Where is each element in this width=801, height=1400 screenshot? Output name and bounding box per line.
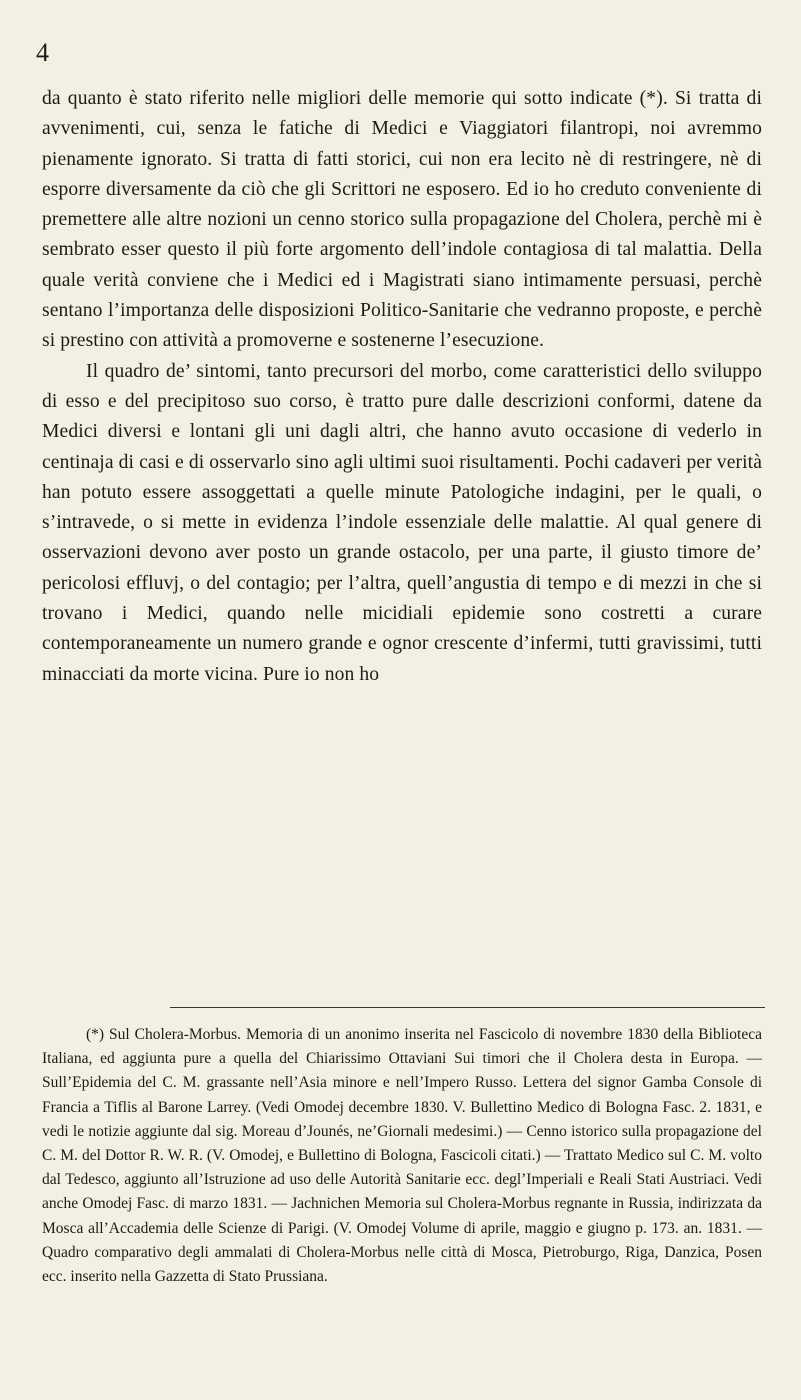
page-number: 4	[36, 38, 49, 67]
footnote-divider	[170, 1007, 765, 1008]
footnote: (*) Sul Cholera-Morbus. Memoria di un anonimo inserita nel Fascicolo di novembre 1830 della Biblioteca Italiana, ed aggiunta pure a quella del Chiarissimo Ottaviani Sui timori che il Cholera desta in Europa. — Sull’Epidemia del C. M. grassante nell’Asia minore e nell’Impero Russo. Lettera del signor Gamba Console di Francia a Tiflis al Barone Larrey. (Vedi Omodej decembre 1830. V. Bullettino Medico di Bologna Fasc. 2. 1831, e vedi le notizie aggiunte dal sig. Moreau d’Jounés, ne’Giornali medesimi.) — Cenno istorico sulla propagazione del C. M. del Dottor R. W. R. (V. Omodej, e Bullettino di Bologna, Fascicoli citati.) — Trattato Medico sul C. M. volto dal Tedesco, aggiunto all’Istruzione ad uso delle Autorità Sanitarie ecc. degl’Imperiali e Reali Stati Austriaci. Vedi anche Omodej Fasc. di marzo 1831. — Jachnichen Memoria sul Cholera-Morbus regnante in Russia, indirizzata da Mosca all’Accademia delle Scienze di Parigi. (V. Omodej Volume di aprile, maggio e giugno p. 173. an. 1831. — Quadro comparativo degli ammalati di Cholera-Morbus nelle città di Mosca, Pietroburgo, Riga, Danzica, Posen ecc. inserito nella Gazzetta di Stato Prussiana.	[42, 1026, 762, 1286]
paragraph: da quanto è stato riferito nelle migliori delle memorie qui sotto indicate (*). Si tratta di avvenimenti, cui, senza le fatiche di Medici e Viaggiatori filantropi, noi avremmo pienamente ignorato. Si tratta di fatti storici, cui non era lecito nè di restringere, nè di esporre diversamente da ciò che gli Scrittori ne esposero. Ed io ho creduto conveniente di premettere alle altre nozioni un cenno storico sulla propagazione del Cholera, perchè mi è sembrato esser questo il più forte argomento dell’indole contagiosa di tal malattia. Della quale verità conviene che i Medici ed i Magistrati siano intimamente persuasi, perchè sentano l’importanza delle disposizioni Politico-Sanitarie che vedranno proposte, e perchè si prestino con attività a promoverne e sostenerne l’esecuzione.	[42, 88, 762, 352]
main-text	[42, 84, 762, 690]
paragraph: Il quadro de’ sintomi, tanto precursori del morbo, come caratteristici dello sviluppo di esso e del precipitoso suo corso, è tratto pure dalle descrizioni conformi, datene da Medici diversi e lontani gli uni dagli altri, che hanno avuto occasione di vederlo in centinaja di casi e di osservarlo sino agli ultimi suoi risultamenti. Pochi cadaveri per verità han potuto essere assoggettati a quelle minute Patologiche indagini, per le quali, o s’intravede, o si mette in evidenza l’indole essenziale delle malattie. Al qual genere di osservazioni devono aver posto un grande ostacolo, per una parte, il giusto timore de’ pericolosi effluvj, o del contagio; per l’altra, quell’angustia di tempo e di mezzi in che si trovano i Medici, quando nelle micidiali epidemie sono costretti a curare contemporaneamente un numero grande e ognor crescente d’infermi, tutti gravissimi, tutti minacciati da morte vicina. Pure io non ho	[42, 360, 762, 685]
